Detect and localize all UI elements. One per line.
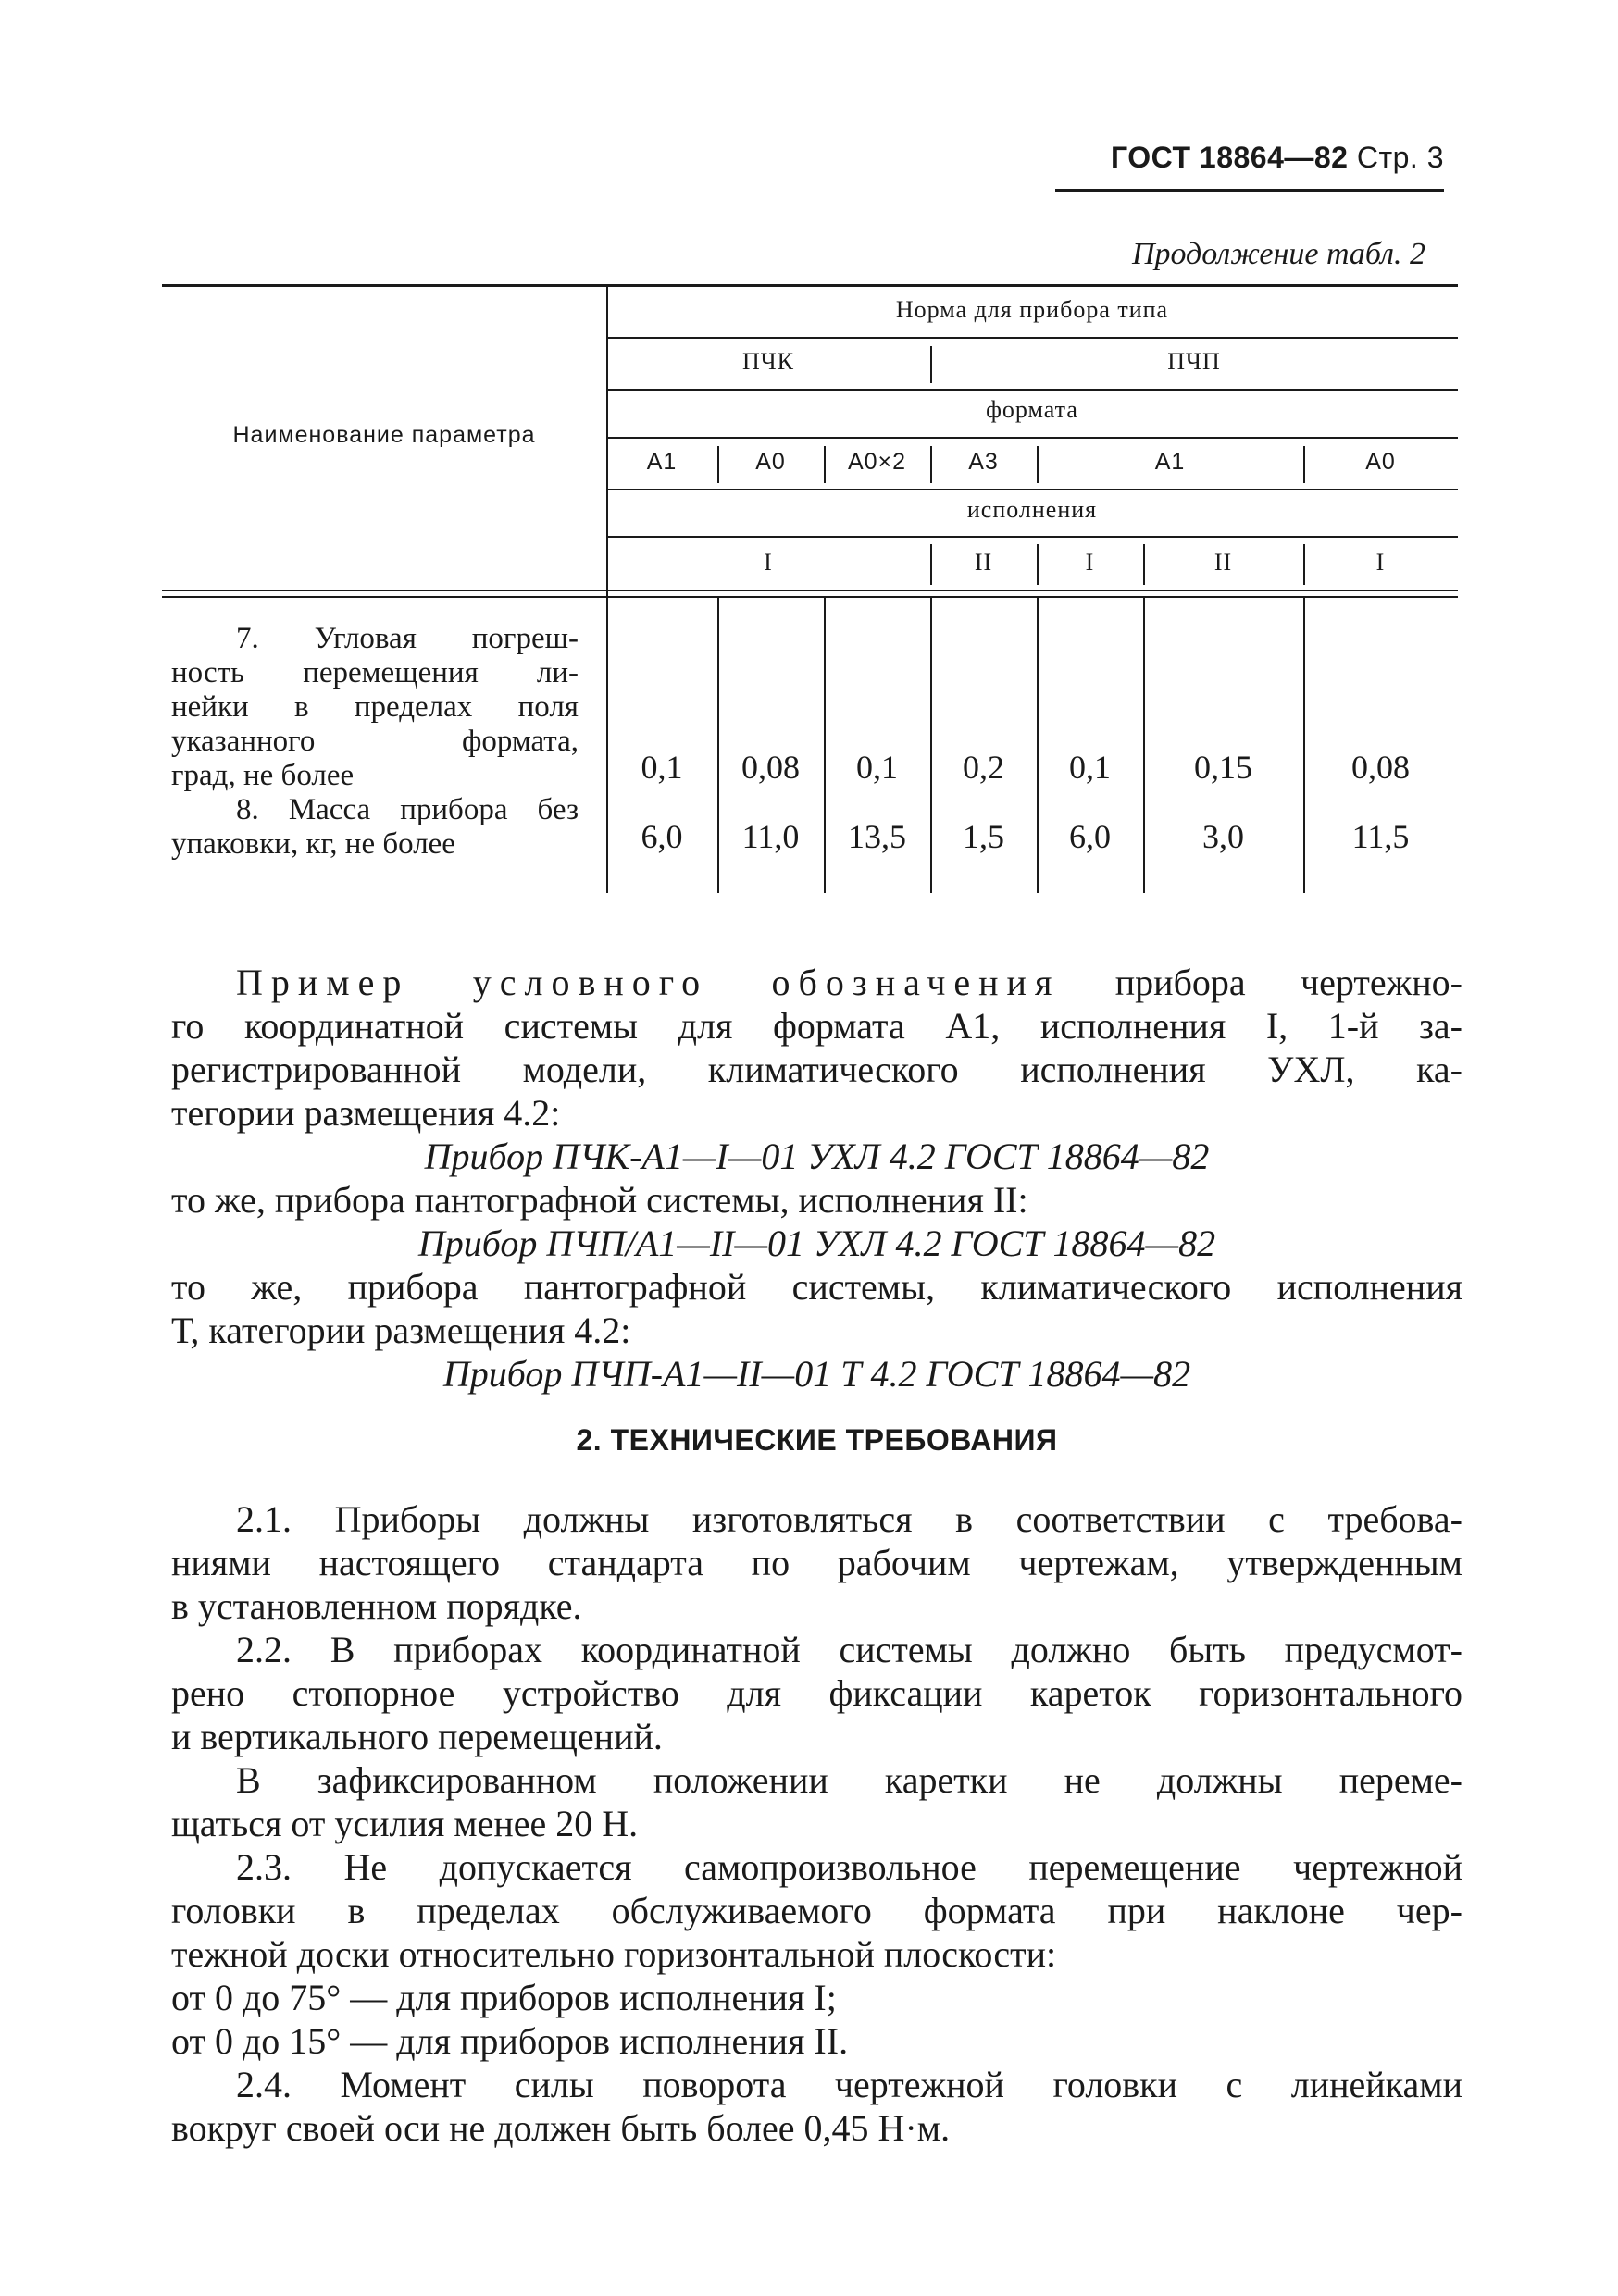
section-title: 2. ТЕХНИЧЕСКИЕ ТРЕБОВАНИЯ: [576, 1423, 1058, 1457]
page-label: Стр. 3: [1356, 141, 1444, 174]
row-7-line-5: град, не более: [171, 759, 355, 792]
format-a0-pchp: А0: [1365, 449, 1396, 475]
row-8-line-1: 8. Масса прибора без: [236, 793, 579, 826]
format-a1: А1: [646, 449, 678, 475]
running-header: [1055, 141, 1444, 175]
row-7-param: [171, 622, 579, 793]
req-line-10: головки в пределах обслуживаемого формата при наклоне чер-: [171, 1890, 1462, 1931]
req-line-9: 2.3. Не допускается самопроизвольное перемещение чертежной: [236, 1846, 1462, 1888]
header-rule-type: [606, 389, 1458, 391]
req-line-11: тежной доски относительно горизонтальной плоскости:: [171, 1933, 1057, 1975]
req-line-7: В зафиксированном положении каретки не должны переме-: [236, 1759, 1462, 1801]
example-line-6: то же, прибора пантографной системы, климатического исполнения: [171, 1266, 1462, 1308]
row-7-val-5: 0,1: [1069, 749, 1111, 786]
table-top-rule: [162, 284, 1458, 287]
parameters-table: [162, 278, 1458, 898]
example-line-1-rest: прибора чертежно-: [1114, 962, 1462, 1003]
format-a0x2: А0×2: [847, 449, 907, 475]
example-line-4: тегории размещения 4.2:: [171, 1092, 561, 1134]
row-7-val-6: 0,15: [1194, 749, 1252, 786]
execution-1: I: [764, 549, 773, 576]
row-8-val-1: 6,0: [641, 818, 683, 855]
designation-1: Прибор ПЧК-А1—I—01 УХЛ 4.2 ГОСТ 18864—82: [424, 1136, 1210, 1177]
format-a0: А0: [755, 449, 786, 475]
row-8-val-4: 1,5: [963, 818, 1004, 855]
row-7-val-7: 0,08: [1351, 749, 1410, 786]
req-line-15: вокруг своей оси не должен быть более 0,45 Н·м.: [171, 2107, 951, 2149]
execution-2: II: [974, 549, 993, 576]
row-8-val-5: 6,0: [1069, 818, 1111, 855]
header-rule-format: [606, 489, 1458, 490]
header-rule-execution-label: [606, 536, 1458, 538]
example-spaced-lead: Пример условного обозначения: [236, 962, 1061, 1003]
header-double-rule-1: [162, 590, 1458, 591]
execution-3: I: [1085, 549, 1095, 576]
row-7-line-3: нейки в пределах поля: [171, 690, 579, 724]
req-line-6: и вертикального перемещений.: [171, 1716, 663, 1757]
row-8-param: [171, 793, 579, 862]
example-line-2: го координатной системы для формата А1, исполнения I, 1-й за-: [171, 1005, 1462, 1047]
row-8-val-7: 11,5: [1351, 818, 1410, 855]
req-line-14: 2.4. Момент силы поворота чертежной головки с линейками: [236, 2064, 1462, 2105]
row-7-line-4: указанного формата,: [171, 725, 579, 758]
header-rule: [1055, 189, 1444, 192]
example-line-5: то же, прибора пантографной системы, исполнения II:: [171, 1179, 1028, 1221]
row-8-val-2: 11,0: [741, 818, 800, 855]
row-7-val-4: 0,2: [963, 749, 1004, 786]
technical-requirements: [171, 1497, 1462, 2150]
row-7-val-3: 0,1: [856, 749, 898, 786]
format-a1-pchp: А1: [1154, 449, 1186, 475]
param-column-rule: [606, 285, 608, 893]
req-line-13: от 0 до 15° — для приборов исполнения II.: [171, 2020, 849, 2062]
type-pchp: ПЧП: [1167, 348, 1221, 375]
req-line-8: щаться от усилия менее 20 Н.: [171, 1803, 639, 1844]
req-line-3: в установленном порядке.: [171, 1585, 582, 1627]
standard-number: ГОСТ 18864—82: [1111, 141, 1349, 174]
header-double-rule-2: [162, 596, 1458, 598]
execution-5: I: [1375, 549, 1386, 576]
row-7-val-2: 0,08: [741, 749, 800, 786]
designation-example: [171, 961, 1462, 1396]
row-7-val-1: 0,1: [641, 749, 683, 786]
execution-4: II: [1214, 549, 1233, 576]
row-8-val-3: 13,5: [848, 818, 906, 855]
req-line-1: 2.1. Приборы должны изготовляться в соответствии с требова-: [236, 1498, 1462, 1540]
norm-header: Норма для прибора типа: [895, 296, 1169, 323]
req-line-12: от 0 до 75° — для приборов исполнения I;: [171, 1977, 837, 2018]
example-line-1: [171, 961, 1462, 1004]
req-line-2: ниями настоящего стандарта по рабочим чертежам, утвержденным: [171, 1542, 1462, 1583]
execution-header: исполнения: [966, 496, 1098, 523]
row-8-line-2: упаковки, кг, не более: [171, 827, 455, 861]
row-8-val-6: 3,0: [1202, 818, 1244, 855]
req-line-5: рено стопорное устройство для фиксации кареток горизонтального: [171, 1672, 1462, 1714]
example-line-7: Т, категории размещения 4.2:: [171, 1309, 631, 1351]
header-rule-norm: [606, 337, 1458, 339]
format-a3: А3: [968, 449, 999, 475]
row-7-line-1: 7. Угловая погреш-: [236, 622, 579, 655]
example-line-3: регистрированной модели, климатического исполнения УХЛ, ка-: [171, 1049, 1462, 1090]
row-7-line-2: ность перемещения ли-: [171, 656, 579, 689]
req-line-4: 2.2. В приборах координатной системы должно быть предусмот-: [236, 1629, 1462, 1670]
header-rule-format-label: [606, 437, 1458, 439]
param-header: Наименование параметра: [232, 422, 536, 448]
designation-2: Прибор ПЧП/А1—II—01 УХЛ 4.2 ГОСТ 18864—82: [417, 1222, 1216, 1264]
table-caption: Продолжение табл. 2: [1131, 237, 1425, 271]
designation-3: Прибор ПЧП-А1—II—01 Т 4.2 ГОСТ 18864—82: [442, 1353, 1191, 1395]
format-header: формата: [986, 396, 1078, 423]
type-pchk: ПЧК: [741, 348, 794, 375]
